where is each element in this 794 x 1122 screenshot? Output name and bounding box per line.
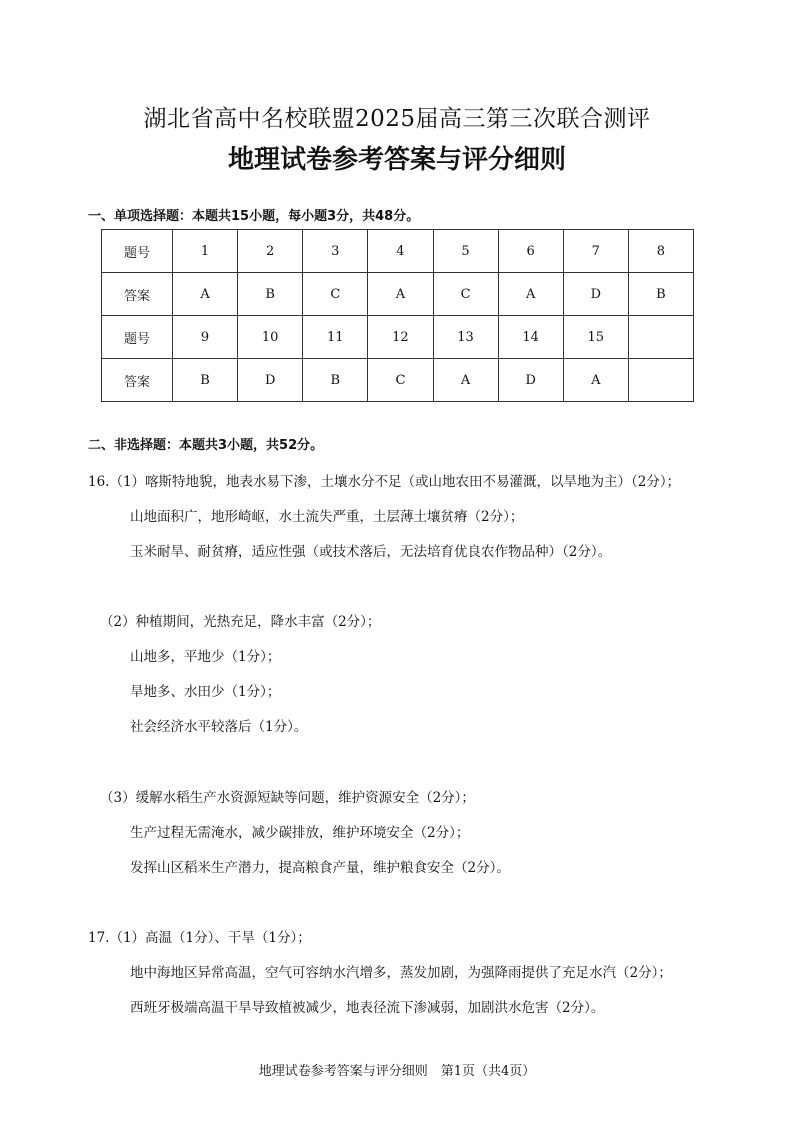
table-cell: A bbox=[173, 273, 238, 316]
exam-title: 湖北省高中名校联盟2025届高三第三次联合测评 bbox=[143, 106, 651, 132]
table-cell: 5 bbox=[433, 230, 498, 273]
table-cell: D bbox=[238, 359, 303, 402]
table-cell: 3 bbox=[303, 230, 368, 273]
q17-part1-line: 西班牙极端高温干旱导致植被减少，地表径流下渗减弱，加剧洪水危害（2分）。 bbox=[130, 1000, 605, 1016]
q16-part2-line: （2）种植期间，光热充足，降水丰富（2分）； bbox=[100, 614, 381, 630]
table-cell: 题号 bbox=[102, 316, 173, 359]
table-cell: C bbox=[433, 273, 498, 316]
table-cell: 答案 bbox=[102, 359, 173, 402]
table-cell bbox=[628, 316, 693, 359]
table-cell: 11 bbox=[303, 316, 368, 359]
table-cell: 13 bbox=[433, 316, 498, 359]
table-row bbox=[102, 316, 694, 359]
table-cell: 12 bbox=[368, 316, 433, 359]
table-cell: B bbox=[628, 273, 693, 316]
q17-part1-line: 17.（1）高温（1分）、干旱（1分）； bbox=[88, 930, 311, 946]
table-cell: A bbox=[563, 359, 628, 402]
table-row bbox=[102, 359, 694, 402]
table-cell: 1 bbox=[173, 230, 238, 273]
table-cell bbox=[628, 359, 693, 402]
section-2-heading: 二、非选择题：本题共3小题，共52分。 bbox=[88, 438, 324, 453]
table-cell: A bbox=[368, 273, 433, 316]
table-cell: 答案 bbox=[102, 273, 173, 316]
q16-part2-line: 旱地多、水田少（1分）； bbox=[130, 684, 281, 700]
table-cell: 10 bbox=[238, 316, 303, 359]
q16-part1-line: 山地面积广，地形崎岖，水土流失严重，土层薄土壤贫瘠（2分）； bbox=[130, 509, 524, 525]
q16-part2-line: 山地多，平地少（1分）； bbox=[130, 649, 281, 665]
table-cell: 8 bbox=[628, 230, 693, 273]
table-cell: 9 bbox=[173, 316, 238, 359]
q16-part1-line: 16.（1）喀斯特地貌，地表水易下渗，土壤水分不足（或山地农田不易灌溉，以旱地为主）（2分）； bbox=[88, 474, 681, 490]
table-cell: 2 bbox=[238, 230, 303, 273]
table-cell: A bbox=[498, 273, 563, 316]
document-subtitle: 地理试卷参考答案与评分细则 bbox=[227, 145, 566, 175]
section-1-heading: 一、单项选择题：本题共15小题，每小题3分，共48分。 bbox=[88, 209, 420, 224]
table-cell: 14 bbox=[498, 316, 563, 359]
table-cell: 4 bbox=[368, 230, 433, 273]
table-cell: A bbox=[433, 359, 498, 402]
table-cell: B bbox=[173, 359, 238, 402]
table-cell: C bbox=[303, 273, 368, 316]
q16-part3-line: 生产过程无需淹水，减少碳排放，维护环境安全（2分）； bbox=[130, 825, 470, 841]
table-cell: 题号 bbox=[102, 230, 173, 273]
table-cell: B bbox=[303, 359, 368, 402]
table-cell: 7 bbox=[563, 230, 628, 273]
table-cell: 15 bbox=[563, 316, 628, 359]
q16-part3-line: 发挥山区稻米生产潜力，提高粮食产量，维护粮食安全（2分）。 bbox=[130, 860, 510, 876]
table-cell: B bbox=[238, 273, 303, 316]
table-cell: D bbox=[563, 273, 628, 316]
q16-part3-line: （3）缓解水稻生产水资源短缺等问题，维护资源安全（2分）； bbox=[100, 790, 475, 806]
table-cell: D bbox=[498, 359, 563, 402]
q17-part1-line: 地中海地区异常高温，空气可容纳水汽增多，蒸发加剧，为强降雨提供了充足水汽（2分）； bbox=[130, 965, 672, 981]
page-footer: 地理试卷参考答案与评分细则 第1页（共4页） bbox=[258, 1064, 536, 1079]
q16-part1-line: 玉米耐旱、耐贫瘠，适应性强（或技术落后，无法培育优良农作物品种）（2分）。 bbox=[130, 544, 612, 560]
table-cell: 6 bbox=[498, 230, 563, 273]
table-cell: C bbox=[368, 359, 433, 402]
q16-part2-line: 社会经济水平较落后（1分）。 bbox=[130, 719, 308, 735]
answer-table bbox=[101, 229, 694, 402]
table-row bbox=[102, 273, 694, 316]
table-row bbox=[102, 230, 694, 273]
